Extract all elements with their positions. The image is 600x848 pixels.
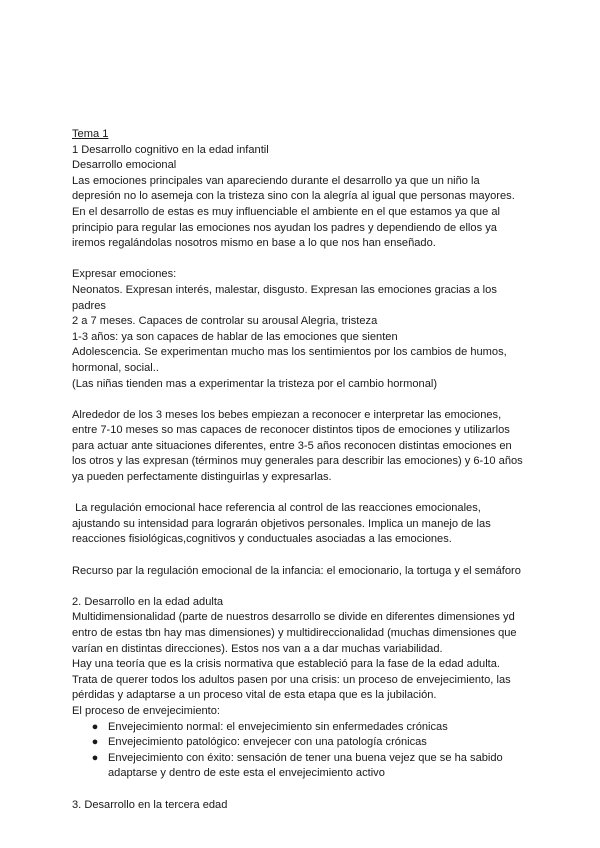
aging-bullet-list bbox=[72, 720, 532, 782]
paragraph-line: La regulación emocional hace referencia al control de las reacciones emocionales, bbox=[72, 502, 481, 515]
list-item-text: Envejecimiento con éxito: sensación de tener una buena vejez que se ha sabido bbox=[108, 751, 503, 764]
paragraph-line: hormonal, social.. bbox=[72, 361, 159, 374]
regulation-paragraph bbox=[72, 501, 532, 548]
paragraph-line: El proceso de envejecimiento: bbox=[72, 704, 220, 717]
spacer bbox=[72, 548, 532, 564]
spacer bbox=[72, 782, 532, 798]
spacer bbox=[72, 392, 532, 408]
paragraph-line: principio para regular las emociones nos ayudan los padres y dependiendo de ellos ya bbox=[72, 221, 497, 234]
paragraph-line: padres bbox=[72, 299, 106, 312]
paragraph-line: (Las niñas tienden mas a experimentar la tristeza por el cambio hormonal) bbox=[72, 377, 438, 390]
paragraph-line: Neonatos. Expresan interés, malestar, disgusto. Expresan las emociones gracias a los bbox=[72, 283, 497, 296]
document-title: Tema 1 bbox=[72, 128, 109, 140]
paragraph-line: iremos regalándolas nosotros mismo en base a lo que nos han enseñado. bbox=[72, 237, 436, 250]
paragraph-line: para actuar ante situaciones diferentes, entre 3-5 años reconocen distintas emociones en bbox=[72, 439, 512, 452]
paragraph-line: Multidimensionalidad (parte de nuestros desarrollo se divide en diferentes dimensiones yd bbox=[72, 611, 515, 624]
paragraph-line: 1-3 años: ya son capaces de hablar de las emociones que sienten bbox=[72, 330, 398, 343]
list-item-text: Envejecimiento normal: el envejecimiento sin enfermedades crónicas bbox=[108, 720, 448, 733]
paragraph-line: Las emociones principales van apareciendo durante el desarrollo ya que un niño la bbox=[72, 174, 480, 187]
spacer bbox=[72, 579, 532, 595]
list-item bbox=[72, 720, 532, 736]
list-item-text: adaptarse y dentro de este esta el envejecimiento activo bbox=[108, 767, 385, 780]
paragraph-line: 2 a 7 meses. Capaces de controlar su arousal Alegria, tristeza bbox=[72, 315, 378, 328]
document-body bbox=[72, 127, 532, 813]
paragraph-line: entre 7-10 meses so mas capaces de reconocer distintos tipos de emociones y utilizarlos bbox=[72, 424, 510, 437]
adult-paragraph bbox=[72, 610, 532, 719]
resource-line: Recurso par la regulación emocional de la infancia: el emocionario, la tortuga y el semáforo bbox=[72, 564, 521, 577]
paragraph-line: Trata de querer todos los adultos pasen por una crisis: un proceso de envejecimiento, las bbox=[72, 673, 511, 686]
spacer bbox=[72, 486, 532, 502]
paragraph-line: ajustando su intensidad para lograrán objetivos personales. Implica un manejo de las bbox=[72, 517, 491, 530]
bullet-icon: ● bbox=[91, 736, 99, 749]
paragraph-line: Hay una teoría que es la crisis normativa que estableció para la fase de la edad adulta. bbox=[72, 658, 500, 671]
paragraph-line: varían en distintas direcciones). Estos nos van a a dar muchas variabilidad. bbox=[72, 642, 443, 655]
paragraph-line: Alrededor de los 3 meses los bebes empiezan a reconocer e interpretar las emociones, bbox=[72, 408, 502, 421]
list-item bbox=[72, 735, 532, 751]
section-3-heading: 3. Desarrollo en la tercera edad bbox=[72, 798, 228, 811]
list-item bbox=[72, 751, 532, 782]
paragraph-line: depresión no lo asemeja con la tristeza sino con la alegría al igual que personas mayores. bbox=[72, 190, 515, 203]
express-emotions-paragraph bbox=[72, 267, 532, 392]
paragraph-line: reacciones fisiológicas,cognitivos y conductuales asociadas a las emociones. bbox=[72, 533, 452, 546]
paragraph-line: Expresar emociones: bbox=[72, 268, 177, 281]
paragraph-line: los otros y las expresan (términos muy generales para describir las emociones) y 6-10 años bbox=[72, 455, 523, 468]
paragraph-line: pérdidas y adaptarse a un proceso vital de esta etapa que es la jubilación. bbox=[72, 689, 437, 702]
bullet-icon: ● bbox=[91, 720, 99, 733]
bullet-icon: ● bbox=[91, 751, 99, 764]
section-2-heading: 2. Desarrollo en la edad adulta bbox=[72, 595, 224, 608]
paragraph-line: Adolescencia. Se experimentan mucho mas los sentimientos por los cambios de humos, bbox=[72, 346, 507, 359]
spacer bbox=[72, 252, 532, 268]
list-item-text: Envejecimiento patológico: envejecer con una patología crónicas bbox=[108, 736, 427, 749]
paragraph-line: ya pueden perfectamente distinguirlas y expresarlas. bbox=[72, 471, 332, 484]
intro-paragraph bbox=[72, 174, 532, 252]
paragraph-line: En el desarrollo de estas es muy influenciable el ambiente en el que estamos ya que al bbox=[72, 205, 500, 218]
paragraph-line: entro de estas tbn hay mas dimensiones) y multidireccionalidad (muchas dimensiones que bbox=[72, 627, 517, 639]
subsection-heading: Desarrollo emocional bbox=[72, 159, 177, 172]
section-1-heading: 1 Desarrollo cognitivo en la edad infantil bbox=[72, 143, 269, 156]
recognition-paragraph bbox=[72, 408, 532, 486]
